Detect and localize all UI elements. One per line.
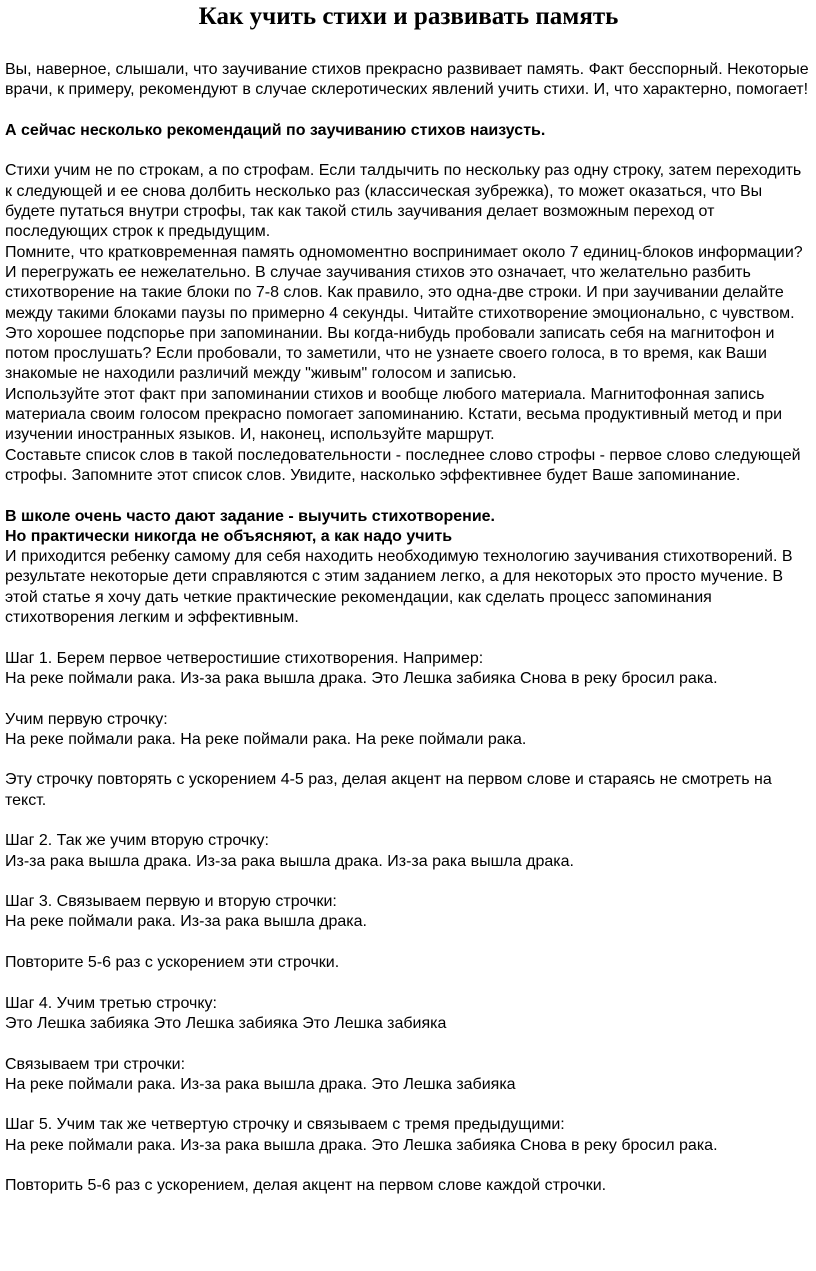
step1-text: На реке поймали рака. Из-за рака вышла драка. Это Лешка забияка Снова в реку бросил рака. [5,669,718,687]
line1-advice: Эту строчку повторять с ускорением 4-5 раз, делая акцент на первом слове и стараясь не смотреть на текст. [5,771,772,809]
recommendations-heading: А сейчас несколько рекомендаций по заучиванию стихов наизусть. [5,121,546,139]
document-title: Как учить стихи и развивать память [198,3,619,30]
step3-advice: Повторите 5-6 раз с ускорением эти строчки. [5,954,340,972]
recommendation-paragraph-4: Составьте список слов в такой последовательности - последнее слово строфы - первое слово следующей строфы. Запомните этот список слов. Увидите, насколько эффективнее будет Ваше запоминание. [5,446,801,484]
recommendation-paragraph-3: Используйте этот факт при запоминании стихов и вообще любого материала. Магнитофонная запись материала своим голосом прекрасно помогает запоминанию. Кстати, весьма продуктивный метод и при изучении иностранных языков. И, наконец, используйте маршрут. [5,385,783,444]
recommendation-paragraph-1: Стихи учим не по строкам, а по строфам. Если талдычить по нескольку раз одну строку, затем переходить к следующей и ее снова долбить несколько раз (классическая зубрежка), то может оказаться, что Вы будете путаться внутри строфы, так как такой стиль заучивания делает возможным переход от последующих строк к предыдущим. [5,162,802,241]
line1-label: Учим первую строчку: [5,710,168,728]
school-paragraph: И приходится ребенку самому для себя находить необходимую технологию заучивания стихотворений. В результате некоторые дети справляются с этим заданием легко, а для некоторых это просто мучение. В этой статье я хочу дать четкие практические рекомендации, как сделать процесс запоминания стихотворения легким и эффективным. [5,548,793,627]
school-heading-1: В школе очень часто дают задание - выучить стихотворение. [5,507,495,525]
link3-text: На реке поймали рака. Из-за рака вышла драка. Это Лешка забияка [5,1075,516,1093]
step2-text: Из-за рака вышла драка. Из-за рака вышла драка. Из-за рака вышла драка. [5,852,574,870]
step1-label: Шаг 1. Берем первое четверостишие стихотворения. Например: [5,649,484,667]
step3-text: На реке поймали рака. Из-за рака вышла драка. [5,913,367,931]
step3-label: Шаг 3. Связываем первую и вторую строчки: [5,893,337,911]
intro-paragraph: Вы, наверное, слышали, что заучивание стихов прекрасно развивает память. Факт бесспорный. Некоторые врачи, к примеру, рекомендуют в случае склеротических явлений учить стихи. И, что характерно, помогает! [5,61,809,99]
recommendation-paragraph-2: Помните, что кратковременная память одномоментно воспринимает около 7 единиц-блоков информации? И перегружать ее нежелательно. В случае заучивания стихов это означает, что желательно разбить стихотворение на такие блоки по 7-8 слов. Как правило, это одна-две строки. И при заучивании делайте между такими блоками паузы по примерно 4 секунды. Читайте стихотворение эмоционально, с чувством. Это хорошее подспорье при запоминании. Вы когда-нибудь пробовали записать себя на магнитофон и потом прослушать? Если пробовали, то заметили, что не узнаете своего голоса, в то время, как Ваши знакомые не находили различий между "живым" голосом и записью. [5,243,803,383]
school-heading-2: Но практически никогда не объясняют, а как надо учить [5,527,453,545]
step2-label: Шаг 2. Так же учим вторую строчку: [5,832,269,850]
step4-text: Это Лешка забияка Это Лешка забияка Это Лешка забияка [5,1014,447,1032]
step5-text: На реке поймали рака. Из-за рака вышла драка. Это Лешка забияка Снова в реку бросил рака. [5,1136,718,1154]
line1-text: На реке поймали рака. На реке поймали рака. На реке поймали рака. [5,730,527,748]
link3-label: Связываем три строчки: [5,1055,186,1073]
step5-label: Шаг 5. Учим так же четвертую строчку и связываем с тремя предыдущими: [5,1116,565,1134]
step4-label: Шаг 4. Учим третью строчку: [5,994,217,1012]
final-advice: Повторить 5-6 раз с ускорением, делая акцент на первом слове каждой строчки. [5,1177,607,1195]
